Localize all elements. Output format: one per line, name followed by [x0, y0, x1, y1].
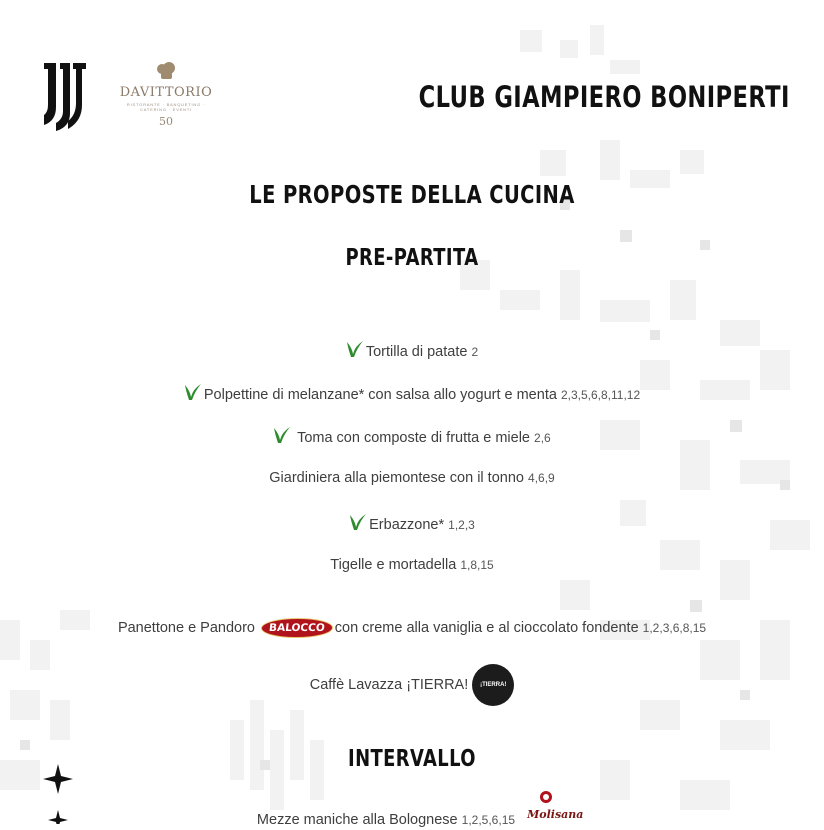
vegetarian-leaf-icon	[273, 426, 291, 444]
menu-item: Polpettine di melanzane* con salsa allo yogurt e menta 2,3,5,6,8,11,12	[0, 383, 824, 403]
tierra-logo: ¡TIERRA!	[472, 664, 514, 706]
menu-title: LE PROPOSTE DELLA CUCINA	[249, 180, 575, 209]
section-title-intervallo: INTERVALLO	[348, 746, 476, 772]
allergen-codes: 1,2,3,6,8,15	[642, 620, 707, 635]
menu-item: Tortilla di patate 2	[0, 340, 824, 360]
allergen-codes: 2	[471, 345, 479, 359]
menu-item: Toma con composte di frutta e miele 2,6	[0, 426, 824, 446]
vegetarian-leaf-icon	[346, 340, 364, 358]
allergen-codes: 2,6	[534, 431, 551, 445]
menu-item: Mezze maniche alla Bolognese 1,2,5,6,15 Molisana	[0, 800, 824, 830]
section-title-pre-partita: PRE-PARTITA	[345, 245, 479, 271]
menu-item: Giardiniera alla piemontese con il tonno 4,6,9	[269, 470, 555, 486]
balocco-logo: BALOCCO	[260, 618, 334, 638]
partner-name: DAVITTORIO	[119, 85, 213, 100]
molisana-logo: Molisana	[527, 800, 567, 830]
molisana-emblem-icon	[539, 790, 553, 804]
vegetarian-leaf-icon	[184, 383, 202, 401]
club-name: CLUB GIAMPIERO BONIPERTI	[418, 80, 790, 114]
allergen-codes: 1,2,3	[448, 518, 475, 532]
menu-item: Erbazzone* 1,2,3	[0, 513, 824, 533]
allergen-codes: 4,6,9	[528, 471, 555, 485]
menu-item: Tigelle e mortadella 1,8,15	[330, 557, 494, 573]
davittorio-logo	[118, 62, 214, 128]
partner-anniversary: 50	[159, 115, 173, 128]
juventus-logo	[42, 63, 88, 131]
allergen-codes: 1,2,5,6,15	[461, 813, 516, 827]
partner-tagline: RISTORANTE · BANQUETING · CATERING · EVENTI	[126, 102, 206, 112]
allergen-codes: 2,3,5,6,8,11,12	[560, 388, 641, 402]
menu-item: Caffè Lavazza ¡TIERRA! ¡TIERRA!	[0, 664, 824, 706]
menu-item: Panettone e Pandoro BALOCCO con creme alla vaniglia e al cioccolato fondente 1,2,3,6,8,15	[0, 618, 824, 638]
allergen-codes: 1,8,15	[460, 558, 494, 572]
chef-hat-icon	[155, 62, 177, 80]
vegetarian-leaf-icon	[349, 513, 367, 531]
